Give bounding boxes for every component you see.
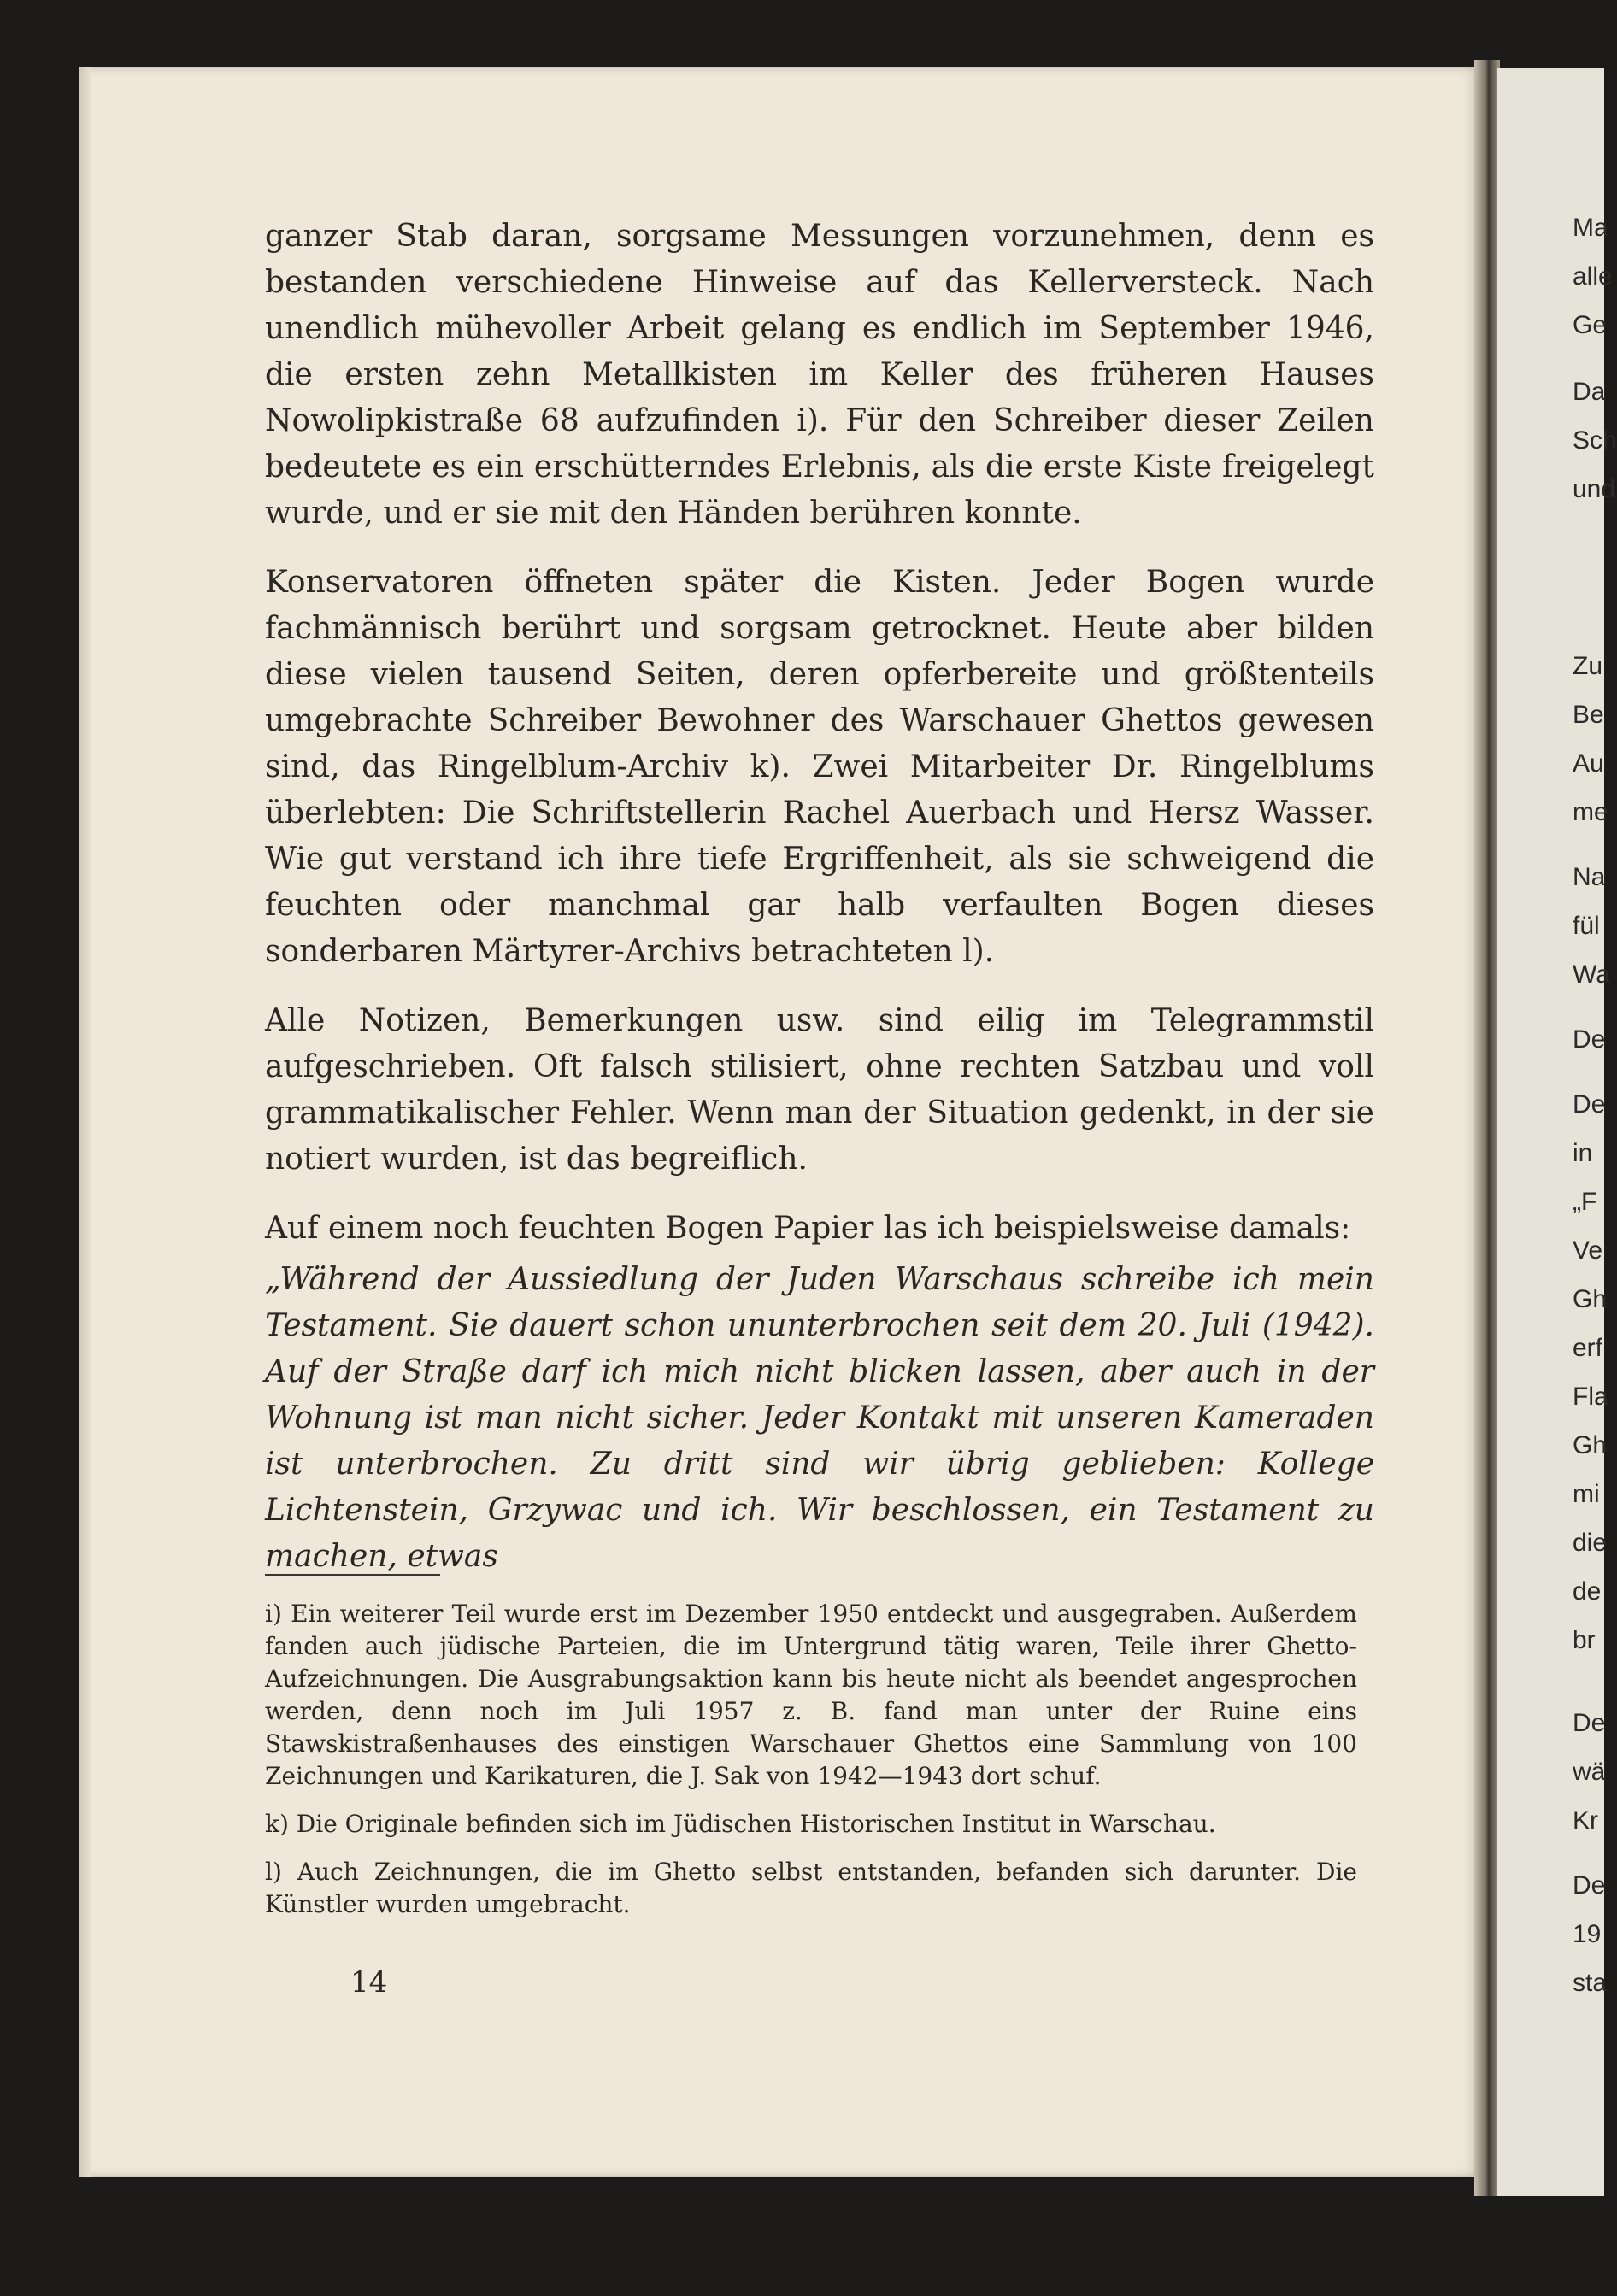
right-page-fragment: Au: [1573, 749, 1604, 778]
right-page-fragment: sta: [1573, 1969, 1608, 1997]
paragraph: Konservatoren öffneten später die Kisten. Jeder Bogen wurde fachmännisch berührt und sorgsam getrocknet. Heute aber bilden diese vielen tausend Seiten, deren opferbereite und größtenteils umgebrachte Schreiber Bewohner des Warschauer Ghettos gewesen sind, das Ringelblum-Archiv k). Zwei Mitarbeiter Dr. Ringelblums überlebten: Die Schriftstellerin Rachel Auerbach und Hersz Wasser. Wie gut verstand ich ihre tiefe Ergriffenheit, als sie schweigend die feuchten oder manchmal gar halb verfaulten Bogen dieses sonderbaren Märtyrer-Archivs betrachteten l).: [265, 565, 1374, 969]
right-page-fragment: fül: [1573, 912, 1600, 940]
page-number: 14: [350, 1965, 388, 1999]
paragraph: Auf einem noch feuchten Bogen Papier las ich beispielsweise damals:: [265, 1211, 1351, 1246]
right-page-fragment: Gh: [1573, 1431, 1608, 1459]
right-page-fragment: 19: [1573, 1920, 1602, 1948]
right-page-fragment: Ge: [1573, 311, 1608, 339]
page-edge: [79, 67, 91, 2177]
right-page-fragment: De: [1573, 1090, 1606, 1119]
right-page-fragment: Fla: [1573, 1383, 1608, 1411]
right-page-fragment: Be: [1573, 701, 1604, 729]
right-page-fragment: Ma: [1573, 214, 1608, 242]
right-page-fragment: Na: [1573, 863, 1606, 891]
right-page-fragment: die: [1573, 1529, 1608, 1557]
main-text: [265, 214, 1374, 1580]
right-page-fragment: und: [1573, 475, 1616, 503]
right-page-fragment: Wa: [1573, 960, 1610, 989]
right-page-fragment: De: [1573, 1871, 1606, 1900]
footnote: k) Die Originale befinden sich im Jüdischen Historischen Institut in Warschau.: [265, 1810, 1216, 1838]
right-page-fragment: de: [1573, 1577, 1602, 1606]
footnote: l) Auch Zeichnungen, die im Ghetto selbst entstanden, befanden sich darunter. Die Künstler wurden umgebracht.: [265, 1858, 1357, 1918]
right-page-fragment: erf: [1573, 1334, 1603, 1362]
testament-quote: „Während der Aussiedlung der Juden Warschaus schreibe ich mein Testament. Sie dauert schon ununterbrochen seit dem 20. Juli (1942). Auf der Straße darf ich mich nicht blicken lassen, aber auch in der Wohnung ist man nicht sicher. Jeder Kontakt mit unseren Kameraden ist unterbrochen. Zu dritt sind wir übrig geblieben: Kollege Lichtenstein, Grzywac und ich. Wir beschlossen, ein Testament zu machen, etwas: [265, 1262, 1374, 1574]
right-page-fragment: me: [1573, 798, 1608, 826]
book-gutter: [1474, 60, 1500, 2196]
right-page-fragment: Kr: [1573, 1806, 1598, 1835]
footnote: i) Ein weiterer Teil wurde erst im Dezember 1950 entdeckt und ausgegraben. Außerdem fanden auch jüdische Parteien, die im Untergrund tätig waren, Teile ihrer Ghetto-Aufzeichnungen. Die Ausgrabungsaktion kann bis heute nicht als beendet angesprochen werden, denn noch im Juli 1957 z. B. fand man unter der Ruine eins Stawskistraßenhauses des einstigen Warschauer Ghettos eine Sammlung von 100 Zeichnungen und Karikaturen, die J. Sak von 1942—1943 dort schuf.: [265, 1600, 1357, 1790]
right-page: [1497, 68, 1617, 2196]
right-page-fragment: Ve: [1573, 1236, 1603, 1265]
right-page-fragment: Sch: [1573, 426, 1617, 455]
right-page-fragment: alle: [1573, 262, 1613, 291]
footnotes: [265, 1598, 1357, 1936]
paragraph: Alle Notizen, Bemerkungen usw. sind eilig im Telegrammstil aufgeschrieben. Oft falsch stilisiert, ohne rechten Satzbau und voll grammatikalischer Fehler. Wenn man der Situation gedenkt, in der sie notiert wurden, ist das begreiflich.: [265, 1003, 1374, 1177]
right-page-fragment: Gh: [1573, 1285, 1608, 1313]
right-page-fragment: Da: [1573, 378, 1606, 406]
right-page-fragment: „F: [1573, 1188, 1597, 1216]
right-page-fragment: De: [1573, 1025, 1606, 1054]
right-page-fragment: mi: [1573, 1480, 1600, 1508]
right-page-fragment: br: [1573, 1626, 1596, 1654]
right-page-fragment: De: [1573, 1709, 1606, 1737]
right-page-fragment: Zu: [1573, 652, 1603, 680]
paragraph: ganzer Stab daran, sorgsame Messungen vorzunehmen, denn es bestanden verschiedene Hinweise auf das Kellerversteck. Nach unendlich mühevoller Arbeit gelang es endlich im September 1946, die ersten zehn Metallkisten im Keller des früheren Hauses Nowolipkistraße 68 aufzufinden i). Für den Schreiber dieser Zeilen bedeutete es ein erschütterndes Erlebnis, als die erste Kiste freigelegt wurde, und er sie mit den Händen berühren konnte.: [265, 219, 1374, 531]
right-page-fragment: in: [1573, 1139, 1593, 1167]
right-page-fragment: wä: [1573, 1758, 1606, 1786]
footnote-rule: [265, 1574, 440, 1576]
